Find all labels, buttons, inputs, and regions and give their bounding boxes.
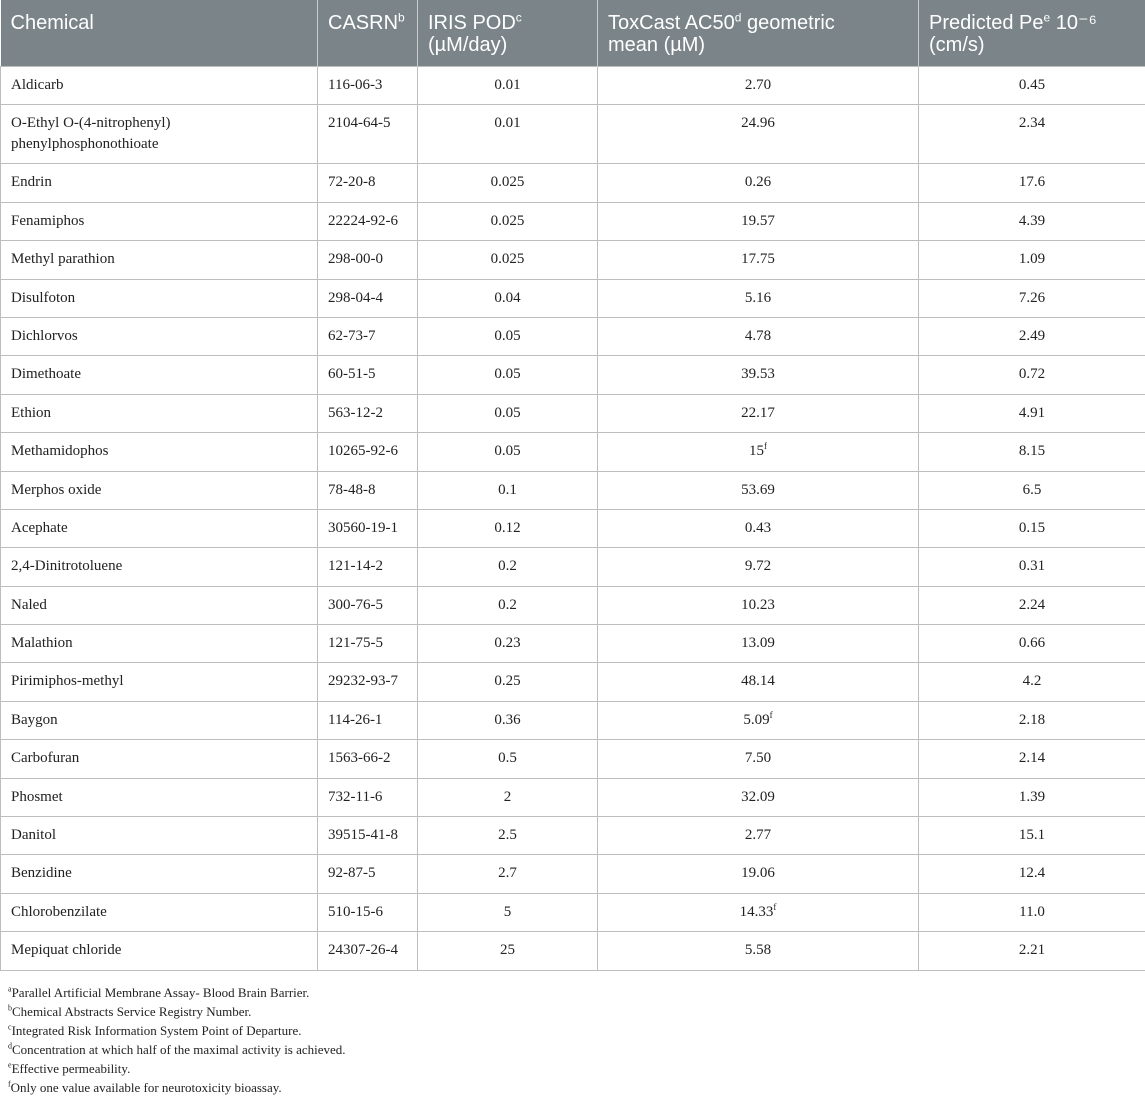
cell-casrn: 121-14-2 [318,548,418,586]
cell-chemical: Methamidophos [1,433,318,471]
cell-ac50: 15$^f$ [598,433,919,471]
cell-ac50: 2.70 [598,67,919,105]
footnote: $^e$Effective permeability. [8,1060,131,1076]
cell-iris-pod: 0.025 [418,202,598,240]
cell-predicted-pe: 0.45 [919,67,1145,105]
header-ac50-footnote-mark: d [734,10,742,25]
cell-chemical: Mepiquat chloride [1,932,318,970]
cell-predicted-pe: 2.24 [919,586,1145,624]
header-chemical: Chemical [1,0,318,67]
cell-casrn: 298-04-4 [318,279,418,317]
table-row [1,893,1145,931]
table-row [1,740,1145,778]
cell-predicted-pe: 2.34 [919,105,1145,164]
cell-predicted-pe: 15.1 [919,817,1145,855]
cell-ac50: 9.72 [598,548,919,586]
cell-iris-pod: 0.05 [418,394,598,432]
cell-iris-pod: 0.04 [418,279,598,317]
cell-iris-pod: 0.05 [418,317,598,355]
cell-casrn: 298-00-0 [318,241,418,279]
cell-casrn: 30560-19-1 [318,509,418,547]
cell-casrn: 39515-41-8 [318,817,418,855]
cell-ac50: 10.23 [598,586,919,624]
cell-ac50: 19.06 [598,855,919,893]
cell-casrn: 62-73-7 [318,317,418,355]
cell-chemical: Naled [1,586,318,624]
footnote-mark: a [8,984,12,994]
footnote-mark: f [769,709,773,720]
header-iris-pod: IRIS POD$^c$ (µM/day) [418,0,598,67]
cell-ac50: 17.75 [598,241,919,279]
table-row [1,279,1145,317]
cell-iris-pod: 0.01 [418,105,598,164]
footnote: $^f$Only one value available for neurotoxicity bioassay. [8,1079,282,1095]
cell-casrn: 72-20-8 [318,164,418,202]
cell-predicted-pe: 7.26 [919,279,1145,317]
cell-chemical: Ethion [1,394,318,432]
cell-chemical: 2,4-Dinitrotoluene [1,548,318,586]
table-row [1,932,1145,970]
header-ac50: ToxCast AC50$^d$ geometric mean (µM) [598,0,919,67]
cell-predicted-pe: 12.4 [919,855,1145,893]
cell-casrn: 300-76-5 [318,586,418,624]
cell-chemical: Methyl parathion [1,241,318,279]
footnote-mark: f [8,1079,11,1089]
cell-iris-pod: 0.01 [418,67,598,105]
cell-casrn: 510-15-6 [318,893,418,931]
table-row [1,663,1145,701]
cell-casrn: 1563-66-2 [318,740,418,778]
header-iris-pod-footnote-mark: c [515,10,522,25]
cell-casrn: 29232-93-7 [318,663,418,701]
cell-predicted-pe: 0.31 [919,548,1145,586]
cell-iris-pod: 0.2 [418,586,598,624]
cell-predicted-pe: 2.49 [919,317,1145,355]
cell-predicted-pe: 2.18 [919,701,1145,739]
footnote: $^c$Integrated Risk Information System Point of Departure. [8,1022,302,1038]
cell-ac50: 5.58 [598,932,919,970]
cell-ac50: 14.33$^f$ [598,893,919,931]
cell-predicted-pe: 17.6 [919,164,1145,202]
cell-iris-pod: 0.05 [418,433,598,471]
cell-chemical: Dichlorvos [1,317,318,355]
cell-iris-pod: 0.025 [418,241,598,279]
cell-ac50: 5.09$^f$ [598,701,919,739]
cell-predicted-pe: 0.72 [919,356,1145,394]
cell-iris-pod: 2.7 [418,855,598,893]
cell-ac50: 48.14 [598,663,919,701]
table-row [1,509,1145,547]
cell-chemical: Dimethoate [1,356,318,394]
footnote: $^a$Parallel Artificial Membrane Assay- Blood Brain Barrier. [8,984,310,1000]
cell-ac50: 2.77 [598,817,919,855]
cell-chemical: Baygon [1,701,318,739]
footnote: $^d$Concentration at which half of the maximal activity is achieved. [8,1041,346,1057]
table-row [1,548,1145,586]
cell-casrn: 78-48-8 [318,471,418,509]
table-row [1,625,1145,663]
cell-casrn: 24307-26-4 [318,932,418,970]
cell-chemical: Pirimiphos-methyl [1,663,318,701]
cell-iris-pod: 0.1 [418,471,598,509]
cell-casrn: 114-26-1 [318,701,418,739]
cell-chemical: Endrin [1,164,318,202]
cell-predicted-pe: 2.14 [919,740,1145,778]
cell-casrn: 22224-92-6 [318,202,418,240]
cell-iris-pod: 2 [418,778,598,816]
cell-ac50: 5.16 [598,279,919,317]
cell-iris-pod: 0.2 [418,548,598,586]
footnote-mark: c [8,1022,12,1032]
footnote-mark: f [764,441,767,452]
cell-iris-pod: 25 [418,932,598,970]
table-row [1,164,1145,202]
cell-chemical: Aldicarb [1,67,318,105]
cell-casrn: 2104-64-5 [318,105,418,164]
cell-predicted-pe: 1.09 [919,241,1145,279]
table-header [1,0,1145,67]
footnote-mark: e [8,1060,12,1070]
table-row [1,67,1145,105]
cell-ac50: 32.09 [598,778,919,816]
table-row [1,356,1145,394]
table-row [1,778,1145,816]
cell-iris-pod: 5 [418,893,598,931]
cell-casrn: 116-06-3 [318,67,418,105]
cell-iris-pod: 0.36 [418,701,598,739]
cell-ac50: 7.50 [598,740,919,778]
cell-casrn: 10265-92-6 [318,433,418,471]
table-row [1,202,1145,240]
table-row [1,586,1145,624]
cell-chemical: O-Ethyl O-(4-nitrophenyl) phenylphosphonothioate [1,105,318,164]
header-casrn-footnote-mark: b [398,10,405,25]
cell-predicted-pe: 8.15 [919,433,1145,471]
cell-ac50: 13.09 [598,625,919,663]
cell-ac50: 0.43 [598,509,919,547]
cell-predicted-pe: 2.21 [919,932,1145,970]
cell-ac50: 0.26 [598,164,919,202]
footnote-mark: b [8,1003,12,1013]
footnote-mark: d [8,1041,12,1051]
table-row [1,241,1145,279]
cell-ac50: 19.57 [598,202,919,240]
cell-ac50: 39.53 [598,356,919,394]
cell-chemical: Acephate [1,509,318,547]
cell-iris-pod: 0.25 [418,663,598,701]
cell-ac50: 53.69 [598,471,919,509]
table-row [1,317,1145,355]
table-row [1,471,1145,509]
cell-ac50: 22.17 [598,394,919,432]
header-pe-footnote-mark: e [1043,10,1051,25]
table-row [1,394,1145,432]
cell-predicted-pe: 6.5 [919,471,1145,509]
cell-chemical: Phosmet [1,778,318,816]
cell-chemical: Merphos oxide [1,471,318,509]
cell-iris-pod: 2.5 [418,817,598,855]
cell-iris-pod: 0.05 [418,356,598,394]
cell-predicted-pe: 4.2 [919,663,1145,701]
cell-predicted-pe: 0.66 [919,625,1145,663]
table-row [1,817,1145,855]
cell-iris-pod: 0.5 [418,740,598,778]
footnote: $^b$Chemical Abstracts Service Registry Number. [8,1003,252,1019]
cell-casrn: 732-11-6 [318,778,418,816]
cell-casrn: 60-51-5 [318,356,418,394]
cell-predicted-pe: 4.91 [919,394,1145,432]
cell-predicted-pe: 4.39 [919,202,1145,240]
header-casrn: CASRN$^b$ [318,0,418,67]
cell-chemical: Benzidine [1,855,318,893]
cell-casrn: 563-12-2 [318,394,418,432]
table-body [1,67,1145,971]
cell-chemical: Chlorobenzilate [1,893,318,931]
footnotes [8,983,346,1097]
footnote-mark: f [773,901,777,912]
table-row [1,855,1145,893]
header-predicted-pe: Predicted Pe$^e$ 10⁻⁶ (cm/s) [919,0,1145,67]
cell-predicted-pe: 11.0 [919,893,1145,931]
table-row [1,105,1145,164]
cell-chemical: Carbofuran [1,740,318,778]
cell-iris-pod: 0.23 [418,625,598,663]
cell-iris-pod: 0.025 [418,164,598,202]
cell-chemical: Fenamiphos [1,202,318,240]
cell-ac50: 4.78 [598,317,919,355]
cell-casrn: 92-87-5 [318,855,418,893]
cell-predicted-pe: 1.39 [919,778,1145,816]
table-row [1,433,1145,471]
table-row [1,701,1145,739]
header-row [1,0,1145,67]
cell-chemical: Danitol [1,817,318,855]
cell-predicted-pe: 0.15 [919,509,1145,547]
cell-iris-pod: 0.12 [418,509,598,547]
cell-chemical: Disulfoton [1,279,318,317]
cell-ac50: 24.96 [598,105,919,164]
cell-casrn: 121-75-5 [318,625,418,663]
cell-chemical: Malathion [1,625,318,663]
